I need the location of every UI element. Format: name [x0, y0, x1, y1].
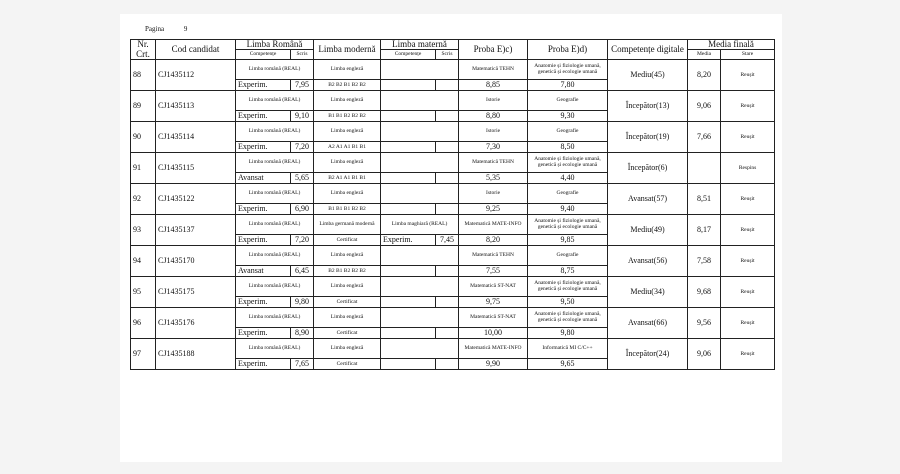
row-rom-scris: 9,10 — [291, 111, 314, 122]
row-cod-candidat: CJ1435170 — [156, 246, 236, 277]
row-mod-subject: Limba engleză — [314, 60, 381, 80]
row-mat-subject — [381, 153, 459, 173]
row-competente-digitale: Mediu(45) — [608, 60, 688, 91]
row-proba-c-subject: Istorie — [459, 122, 528, 142]
row-mat-scris — [436, 142, 459, 153]
row-mat-subject — [381, 308, 459, 328]
row-stare: Reușit — [721, 91, 775, 122]
table-body — [131, 60, 775, 370]
header-proba-d: Proba E)d) — [528, 40, 608, 60]
row-mat-competente — [381, 359, 436, 370]
row-proba-c-subject: Matematică MATE-INFO — [459, 339, 528, 359]
row-stare: Reușit — [721, 122, 775, 153]
row-stare: Reușit — [721, 184, 775, 215]
row-nr: 93 — [131, 215, 156, 246]
row-proba-d-score: 9,85 — [528, 235, 608, 246]
row-nr: 97 — [131, 339, 156, 370]
row-mat-subject — [381, 184, 459, 204]
row-proba-d-subject: Geografie — [528, 91, 608, 111]
row-rom-scris: 7,20 — [291, 142, 314, 153]
row-stare: Reușit — [721, 277, 775, 308]
row-proba-d-score: 8,50 — [528, 142, 608, 153]
row-proba-c-score: 8,85 — [459, 80, 528, 91]
row-mat-subject: Limba maghiară (REAL) — [381, 215, 459, 235]
row-cod-candidat: CJ1435176 — [156, 308, 236, 339]
header-limba-moderna: Limba modernă — [314, 40, 381, 60]
row-rom-competente: Experim. — [236, 111, 291, 122]
table-row — [131, 91, 775, 111]
results-table — [130, 39, 775, 370]
row-rom-competente: Avansat — [236, 266, 291, 277]
row-proba-c-score: 8,80 — [459, 111, 528, 122]
table-row — [131, 339, 775, 359]
header-rom-competente: Competențe — [236, 50, 291, 60]
row-stare: Reușit — [721, 215, 775, 246]
row-media: 8,51 — [688, 184, 721, 215]
table-row — [131, 60, 775, 80]
header-media: Media — [688, 50, 721, 60]
row-proba-d-subject: Informatică MI C/C++ — [528, 339, 608, 359]
row-mod-level: B2 B2 B1 B2 B2 — [314, 80, 381, 91]
row-stare: Reușit — [721, 339, 775, 370]
row-media: 9,68 — [688, 277, 721, 308]
row-mod-level: Certificat — [314, 359, 381, 370]
row-rom-subject: Limba română (REAL) — [236, 153, 314, 173]
row-proba-c-subject: Matematică MATE-INFO — [459, 215, 528, 235]
row-nr: 95 — [131, 277, 156, 308]
row-rom-competente: Experim. — [236, 204, 291, 215]
row-competente-digitale: Începător(24) — [608, 339, 688, 370]
row-cod-candidat: CJ1435137 — [156, 215, 236, 246]
row-rom-scris: 6,45 — [291, 266, 314, 277]
row-mod-level: B1 B1 B1 B2 B2 — [314, 204, 381, 215]
row-mod-level: Certificat — [314, 297, 381, 308]
row-proba-c-subject: Istorie — [459, 91, 528, 111]
row-proba-c-score: 7,30 — [459, 142, 528, 153]
row-competente-digitale: Începător(19) — [608, 122, 688, 153]
row-proba-c-subject: Matematică TEHN — [459, 60, 528, 80]
row-mod-level: Certificat — [314, 235, 381, 246]
row-mod-subject: Limba engleză — [314, 308, 381, 328]
table-row — [131, 277, 775, 297]
header-stare: Stare — [721, 50, 775, 60]
row-cod-candidat: CJ1435113 — [156, 91, 236, 122]
row-nr: 89 — [131, 91, 156, 122]
row-mat-competente: Experim. — [381, 235, 436, 246]
row-stare: Reușit — [721, 60, 775, 91]
row-media: 9,06 — [688, 339, 721, 370]
row-rom-subject: Limba română (REAL) — [236, 122, 314, 142]
row-rom-competente: Experim. — [236, 80, 291, 91]
row-stare: Reușit — [721, 246, 775, 277]
header-mat-scris: Scris — [436, 50, 459, 60]
header-mat-competente: Competențe — [381, 50, 436, 60]
row-rom-subject: Limba română (REAL) — [236, 277, 314, 297]
row-media: 7,66 — [688, 122, 721, 153]
row-mat-competente — [381, 328, 436, 339]
row-rom-scris: 7,95 — [291, 80, 314, 91]
row-proba-d-score: 4,40 — [528, 173, 608, 184]
header-competente-digitale: Competențe digitale — [608, 40, 688, 60]
row-proba-d-score: 8,75 — [528, 266, 608, 277]
row-mod-subject: Limba engleză — [314, 184, 381, 204]
page-number — [145, 25, 187, 33]
page-label: Pagina — [145, 25, 165, 33]
table-row — [131, 122, 775, 142]
row-proba-d-subject: Anatomie și fiziologie umană, genetică și ecologie umană — [528, 308, 608, 328]
row-nr: 96 — [131, 308, 156, 339]
row-proba-d-score: 9,40 — [528, 204, 608, 215]
row-proba-d-subject: Anatomie și fiziologie umană, genetică și ecologie umană — [528, 60, 608, 80]
row-stare: Respins — [721, 153, 775, 184]
table-row — [131, 308, 775, 328]
row-rom-scris: 9,80 — [291, 297, 314, 308]
row-proba-c-subject: Matematică TEHN — [459, 246, 528, 266]
row-mat-subject — [381, 246, 459, 266]
row-rom-competente: Avansat — [236, 173, 291, 184]
row-competente-digitale: Mediu(34) — [608, 277, 688, 308]
row-mat-scris — [436, 204, 459, 215]
row-nr: 94 — [131, 246, 156, 277]
row-media: 8,20 — [688, 60, 721, 91]
row-cod-candidat: CJ1435175 — [156, 277, 236, 308]
row-proba-d-score: 7,80 — [528, 80, 608, 91]
row-mat-subject — [381, 277, 459, 297]
row-rom-subject: Limba română (REAL) — [236, 246, 314, 266]
row-mat-scris — [436, 80, 459, 91]
row-nr: 92 — [131, 184, 156, 215]
row-mod-subject: Limba engleză — [314, 246, 381, 266]
row-rom-subject: Limba română (REAL) — [236, 215, 314, 235]
header-proba-c: Proba E)c) — [459, 40, 528, 60]
table-row — [131, 153, 775, 173]
row-proba-d-subject: Geografie — [528, 184, 608, 204]
row-stare: Reușit — [721, 308, 775, 339]
row-media: 9,56 — [688, 308, 721, 339]
row-proba-c-score: 7,55 — [459, 266, 528, 277]
row-mat-competente — [381, 111, 436, 122]
row-cod-candidat: CJ1435114 — [156, 122, 236, 153]
row-proba-c-subject: Matematică ST-NAT — [459, 277, 528, 297]
row-media: 8,17 — [688, 215, 721, 246]
row-nr: 90 — [131, 122, 156, 153]
row-competente-digitale: Avansat(56) — [608, 246, 688, 277]
row-rom-subject: Limba română (REAL) — [236, 60, 314, 80]
header-rom-scris: Scris — [291, 50, 314, 60]
row-competente-digitale: Mediu(49) — [608, 215, 688, 246]
row-mod-level: A2 A1 A1 B1 B1 — [314, 142, 381, 153]
row-mod-subject: Limba engleză — [314, 91, 381, 111]
row-mod-level: B2 A1 A1 B1 B1 — [314, 173, 381, 184]
row-proba-c-subject: Istorie — [459, 184, 528, 204]
header-cod: Cod candidat — [156, 40, 236, 60]
row-mat-competente — [381, 142, 436, 153]
row-rom-scris: 7,65 — [291, 359, 314, 370]
row-rom-scris: 7,20 — [291, 235, 314, 246]
row-mod-subject: Limba engleză — [314, 122, 381, 142]
row-rom-subject: Limba română (REAL) — [236, 339, 314, 359]
row-mod-subject: Limba engleză — [314, 277, 381, 297]
row-rom-subject: Limba română (REAL) — [236, 91, 314, 111]
row-mod-level: Certificat — [314, 328, 381, 339]
row-rom-competente: Experim. — [236, 359, 291, 370]
row-mat-scris — [436, 266, 459, 277]
row-mod-level: B1 B1 B2 B2 B2 — [314, 111, 381, 122]
row-cod-candidat: CJ1435112 — [156, 60, 236, 91]
row-competente-digitale: Începător(6) — [608, 153, 688, 184]
row-proba-d-subject: Geografie — [528, 122, 608, 142]
row-competente-digitale: Avansat(66) — [608, 308, 688, 339]
row-cod-candidat: CJ1435122 — [156, 184, 236, 215]
row-proba-c-score: 9,90 — [459, 359, 528, 370]
row-cod-candidat: CJ1435188 — [156, 339, 236, 370]
row-proba-d-score: 9,50 — [528, 297, 608, 308]
row-rom-subject: Limba română (REAL) — [236, 184, 314, 204]
row-media: 7,58 — [688, 246, 721, 277]
row-rom-scris: 5,65 — [291, 173, 314, 184]
row-mat-subject — [381, 91, 459, 111]
row-mod-subject: Limba engleză — [314, 339, 381, 359]
row-proba-c-subject: Matematică TEHN — [459, 153, 528, 173]
row-rom-competente: Experim. — [236, 328, 291, 339]
row-proba-d-subject: Anatomie și fiziologie umană, genetică și ecologie umană — [528, 277, 608, 297]
row-proba-c-score: 9,75 — [459, 297, 528, 308]
table-row — [131, 215, 775, 235]
row-mat-scris — [436, 111, 459, 122]
row-mat-competente — [381, 297, 436, 308]
header-limba-romana: Limba Română — [236, 40, 314, 50]
row-rom-scris: 8,90 — [291, 328, 314, 339]
row-proba-c-score: 5,35 — [459, 173, 528, 184]
header-limba-materna: Limba maternă — [381, 40, 459, 50]
row-rom-competente: Experim. — [236, 142, 291, 153]
header-nr: Nr. Crt. — [131, 40, 156, 60]
row-mat-subject — [381, 339, 459, 359]
row-media — [688, 153, 721, 184]
row-mat-competente — [381, 204, 436, 215]
row-rom-competente: Experim. — [236, 235, 291, 246]
row-nr: 88 — [131, 60, 156, 91]
row-mat-competente — [381, 173, 436, 184]
row-mat-scris — [436, 359, 459, 370]
row-mat-subject — [381, 60, 459, 80]
row-competente-digitale: Avansat(57) — [608, 184, 688, 215]
row-mat-competente — [381, 266, 436, 277]
row-proba-c-score: 8,20 — [459, 235, 528, 246]
row-rom-competente: Experim. — [236, 297, 291, 308]
row-mat-scris — [436, 297, 459, 308]
row-proba-c-score: 9,25 — [459, 204, 528, 215]
page-number-value: 9 — [183, 25, 188, 33]
header-media-finala: Media finală — [688, 40, 775, 50]
row-mat-scris: 7,45 — [436, 235, 459, 246]
table-row — [131, 184, 775, 204]
table-row — [131, 246, 775, 266]
row-mat-scris — [436, 328, 459, 339]
row-mod-subject: Limba germană modernă — [314, 215, 381, 235]
row-proba-d-subject: Geografie — [528, 246, 608, 266]
row-proba-c-subject: Matematică ST-NAT — [459, 308, 528, 328]
row-rom-subject: Limba română (REAL) — [236, 308, 314, 328]
row-proba-d-subject: Anatomie și fiziologie umană, genetică și ecologie umană — [528, 215, 608, 235]
row-proba-d-score: 9,30 — [528, 111, 608, 122]
row-cod-candidat: CJ1435115 — [156, 153, 236, 184]
row-proba-d-score: 9,65 — [528, 359, 608, 370]
row-proba-c-score: 10,00 — [459, 328, 528, 339]
row-mod-subject: Limba engleză — [314, 153, 381, 173]
row-competente-digitale: Începător(13) — [608, 91, 688, 122]
row-mat-scris — [436, 173, 459, 184]
row-mat-competente — [381, 80, 436, 91]
row-nr: 91 — [131, 153, 156, 184]
row-media: 9,06 — [688, 91, 721, 122]
row-proba-d-score: 9,80 — [528, 328, 608, 339]
row-mod-level: B2 B1 B2 B2 B2 — [314, 266, 381, 277]
row-mat-subject — [381, 122, 459, 142]
row-proba-d-subject: Anatomie și fiziologie umană, genetică și ecologie umană — [528, 153, 608, 173]
row-rom-scris: 6,90 — [291, 204, 314, 215]
